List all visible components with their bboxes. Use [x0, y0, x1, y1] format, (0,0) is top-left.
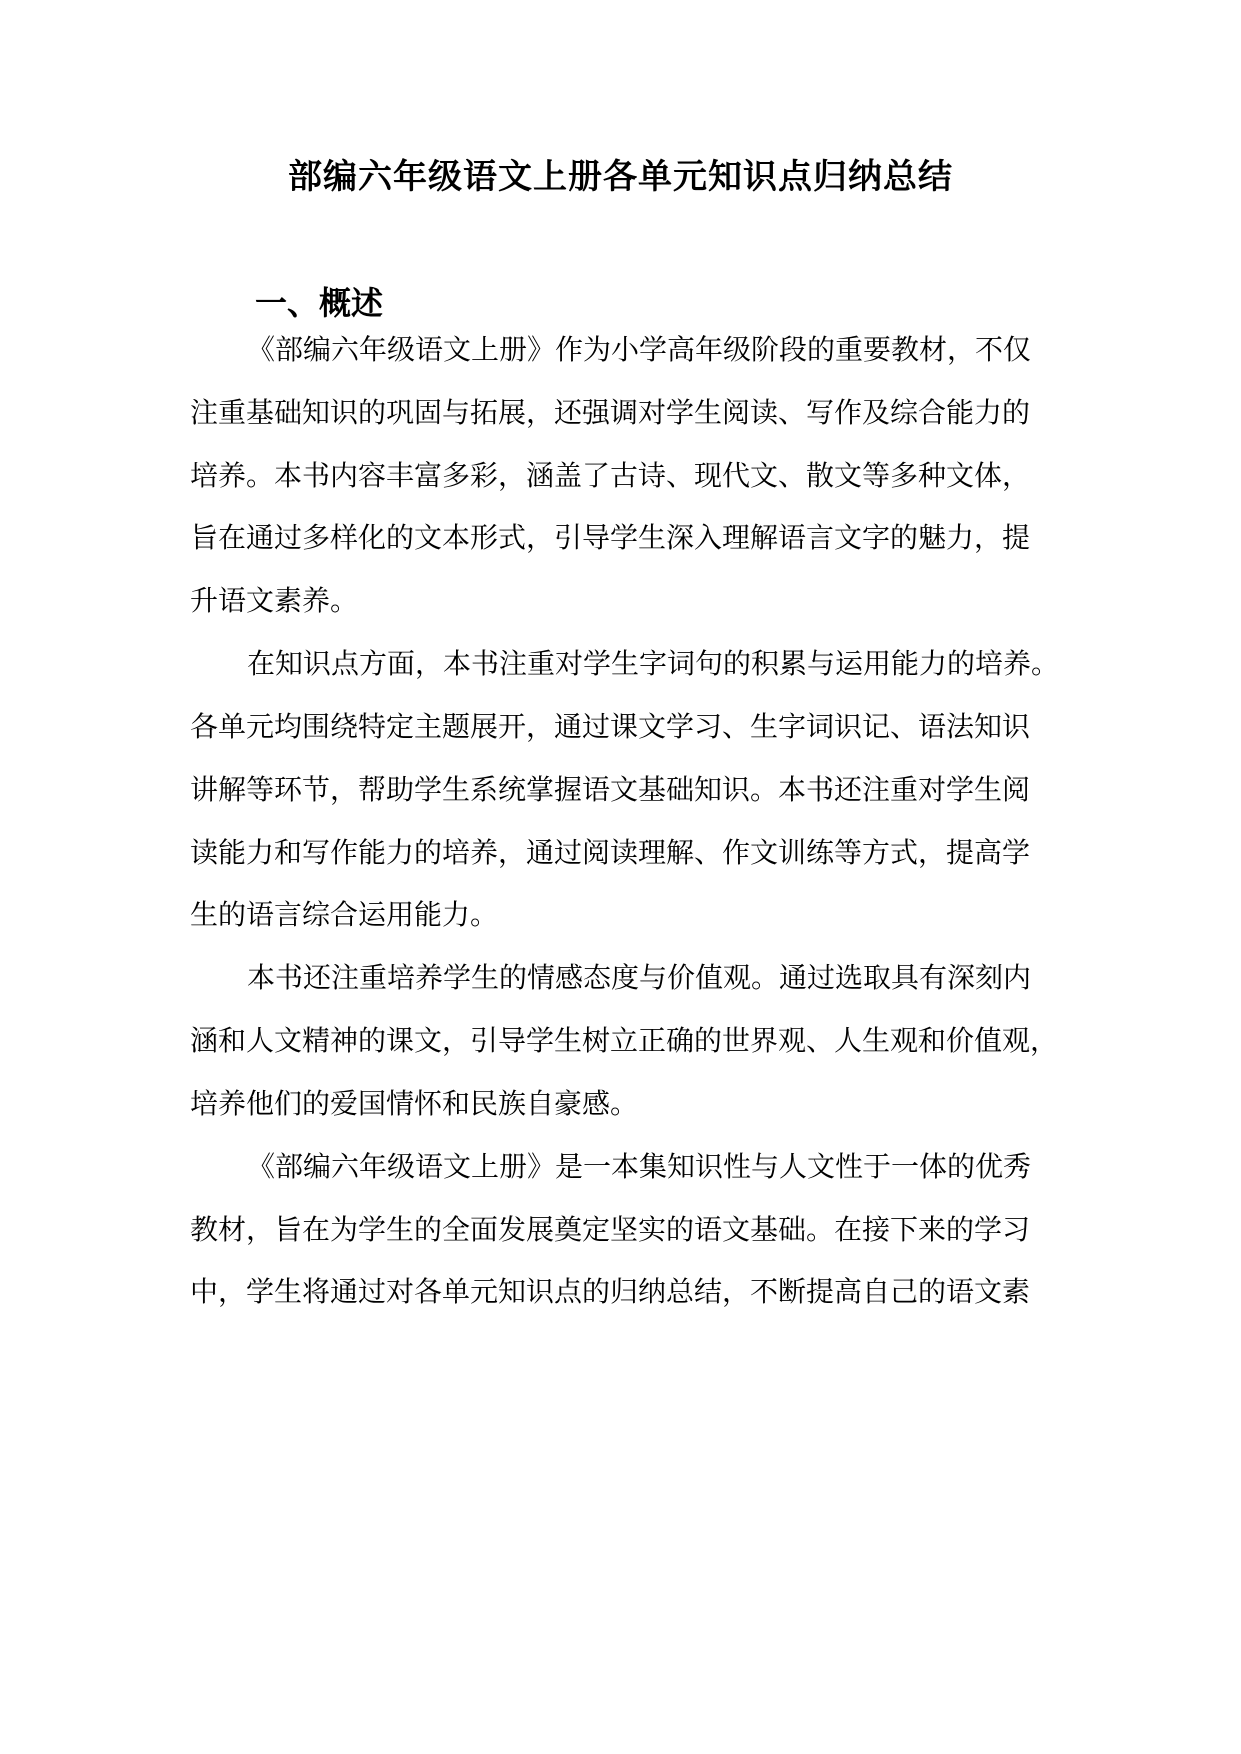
paragraph-2-line-2: 各单元均围绕特定主题展开，通过课文学习、生字词识记、语法知识: [190, 710, 1031, 743]
paragraph-1-line-3: 培养。本书内容丰富多彩，涵盖了古诗、现代文、散文等多种文体，: [190, 459, 1031, 492]
paragraph-3-line-3: 培养他们的爱国情怀和民族自豪感。: [190, 1087, 639, 1120]
paragraph-4-line-1: 《部编六年级语文上册》是一本集知识性与人文性于一体的优秀: [247, 1150, 1032, 1183]
paragraph-2-line-1: 在知识点方面，本书注重对学生字词句的积累与运用能力的培养。: [247, 647, 1060, 680]
paragraph-1-line-1: 《部编六年级语文上册》作为小学高年级阶段的重要教材，不仅: [247, 333, 1032, 366]
paragraph-3-line-2: 涵和人文精神的课文，引导学生树立正确的世界观、人生观和价值观，: [190, 1024, 1059, 1057]
paragraph-2-line-3: 讲解等环节，帮助学生系统掌握语文基础知识。本书还注重对学生阅: [190, 773, 1031, 806]
paragraph-1-line-4: 旨在通过多样化的文本形式，引导学生深入理解语言文字的魅力，提: [190, 521, 1031, 554]
document-title: 部编六年级语文上册各单元知识点归纳总结: [288, 157, 953, 197]
section-heading: 一、概述: [255, 284, 384, 322]
paragraph-1-line-5: 升语文素养。: [190, 584, 359, 617]
paragraph-1-line-2: 注重基础知识的巩固与拓展，还强调对学生阅读、写作及综合能力的: [190, 396, 1031, 429]
paragraph-2-line-5: 生的语言综合运用能力。: [190, 898, 499, 931]
paragraph-4-line-2: 教材，旨在为学生的全面发展奠定坚实的语文基础。在接下来的学习: [190, 1213, 1031, 1246]
paragraph-2-line-4: 读能力和写作能力的培养，通过阅读理解、作文训练等方式，提高学: [190, 836, 1031, 869]
paragraph-4-line-3: 中，学生将通过对各单元知识点的归纳总结，不断提高自己的语文素: [190, 1275, 1031, 1308]
paragraph-3-line-1: 本书还注重培养学生的情感态度与价值观。通过选取具有深刻内: [247, 961, 1032, 994]
